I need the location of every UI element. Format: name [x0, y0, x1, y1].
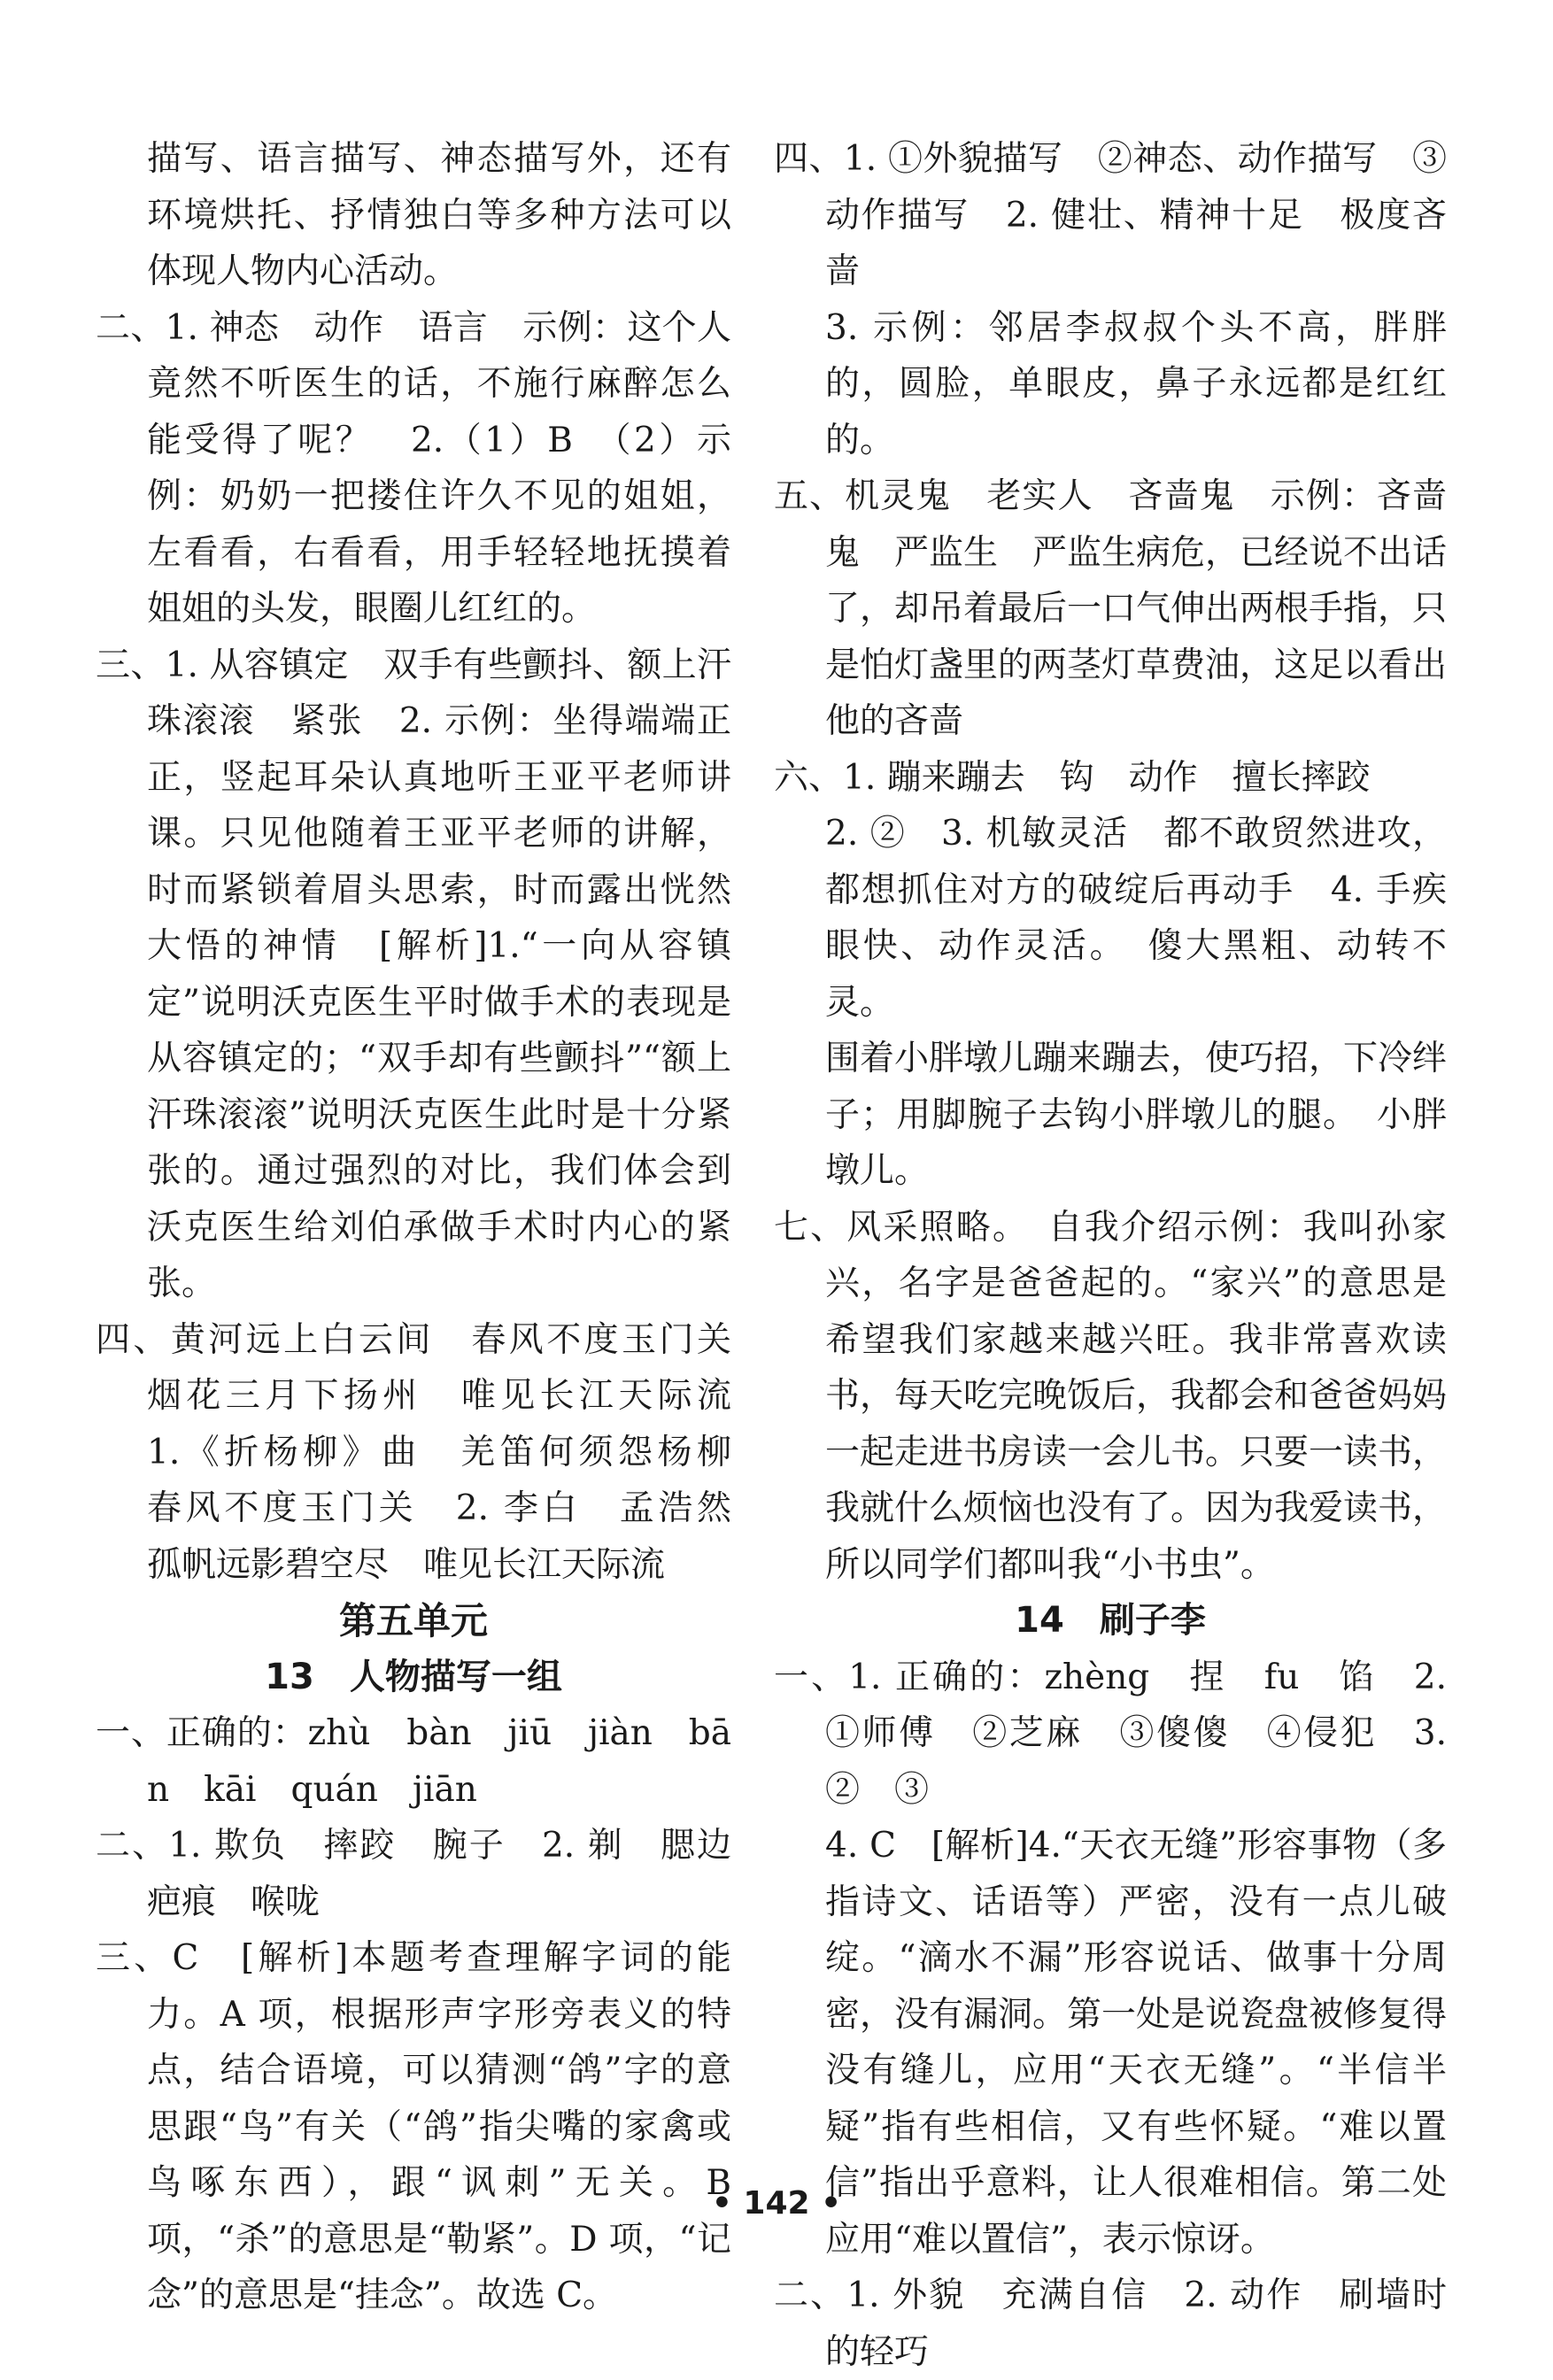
answer-paragraph: 四、黄河远上白云间 春风不度玉门关 烟花三月下扬州 唯见长江天际流 1.《折杨柳》曲 羌笛何须怨杨柳 春风不度玉门关 2. 李白 孟浩然 孤帆远影碧空尽 唯见长江天际流 [96, 1319, 767, 1585]
answer-paragraph: 三、1. 从容镇定 双手有些颤抖、额上汗珠滚滚 紧张 2. 示例：坐得端端正正，竖起耳朵认真地听王亚平老师讲课。只见他随着王亚平老师的讲解，时而紧锁着眉头思索，时而露出恍然大悟的神情 [解析]1.“一向从容镇定”说明沃克医生平时做手术的表现是从容镇定的；“双手却有些颤抖”“额上汗珠滚滚”说明沃克医生此时是十分紧张的。通过强烈的对比，我们体会到沃克医生给刘伯承做手术时内心的紧张。 [96, 645, 731, 1303]
answer-paragraph: 二、1. 外貌 充满自信 2. 动作 刷墙时的轻巧 [774, 2276, 1447, 2372]
answer-paragraph: 3. 示例：邻居李叔叔个头不高，胖胖的，圆脸，单眼皮，鼻子永远都是红红的。 [825, 307, 1447, 460]
answer-paragraph: 七、风采照略。 自我介绍示例：我叫孙家兴，名字是爸爸起的。“家兴”的意思是希望我们家越来越兴旺。我非常喜欢读书，每天吃完晚饭后，我都会和爸爸妈妈一起走进书房读一会儿书。只要一读书，我就什么烦恼也没有了。因为我爱读书，所以同学们都叫我“小书虫”。 [774, 1207, 1448, 1585]
answer-paragraph: 三、C [解析]本题考查理解字词的能力。A 项，根据形声字形旁表义的特点，结合语境，可以猜测“鸽”字的意思跟“鸟”有关（“鸽”指尖嘴的家禽或鸟啄东西），跟“讽刺”无关。B 项，“杀”的意思是“勒紧”。D 项，“记念”的意思是“挂念”。故选 C。 [96, 1938, 731, 2315]
answer-paragraph: 二、1. 神态 动作 语言 示例：这个人竟然不听医生的话，不施行麻醉怎么能受得了呢？ 2.（1）B （2）示例：奶奶一把搂住许久不见的姐姐，左看看，右看看，用手轻轻地抚摸着姐姐的头发，眼圈儿红红的。 [96, 307, 731, 629]
answer-paragraph: 五、机灵鬼 老实人 吝啬鬼 示例：吝啬鬼 严监生 严监生病危，已经说不出话了，却吊着最后一口气伸出两根手指，只是怕灯盏里的两茎灯草费油，这足以看出他的吝啬 [774, 476, 1448, 741]
lesson-heading: 14 刷子李 [1015, 1600, 1206, 1641]
answer-paragraph: 一、1. 正确的：zhèng 捏 fu 馅 2. ①师傅 ②芝麻 ③傻傻 ④侵犯 3. ② ③ [774, 1657, 1447, 1810]
answer-paragraph: 四、1. ①外貌描写 ②神态、动作描写 ③动作描写 2. 健壮、精神十足 极度吝啬 [774, 139, 1447, 291]
answer-paragraph: 2. ② 3. 机敏灵活 都不敢贸然进攻，都想抓住对方的破绽后再动手 4. 手疾眼快、动作灵活。 傻大黑粗、动转不灵。 [825, 814, 1447, 1023]
left-column [96, 131, 767, 2324]
unit-heading: 第五单元 [338, 1599, 488, 1642]
answer-paragraph: 一、正确的：zhù bàn jiū jiàn bān kāi quán jiān [96, 1713, 731, 1810]
answer-paragraph: 六、1. 蹦来蹦去 钩 动作 擅长摔跤 [774, 757, 1371, 798]
lesson-heading: 13 人物描写一组 [265, 1656, 562, 1697]
page-number: • 142 • [711, 2185, 842, 2222]
answer-paragraph: 4. C [解析]4.“天衣无缝”形容事物（多指诗文、话语等）严密，没有一点儿破绽。“滴水不漏”形容说话、做事十分周密，没有漏洞。第一处是说瓷盘被修复得没有缝儿，应用“天衣无缝”。“半信半疑”指有些相信，又有些怀疑。“难以置信”指出乎意料，让人很难相信。第二处应用“难以置信”，表示惊讶。 [825, 1826, 1448, 2260]
right-column [774, 131, 1447, 2380]
answer-paragraph: 围着小胖墩儿蹦来蹦去，使巧招，下冷绊子；用脚腕子去钩小胖墩儿的腿。 小胖墩儿。 [825, 1039, 1448, 1191]
answer-paragraph: 描写、语言描写、神态描写外，还有环境烘托、抒情独白等多种方法可以体现人物内心活动。 [147, 139, 731, 291]
answer-paragraph: 二、1. 欺负 摔跤 腕子 2. 剃 腮边 疤痕 喉咙 [96, 1826, 767, 1922]
